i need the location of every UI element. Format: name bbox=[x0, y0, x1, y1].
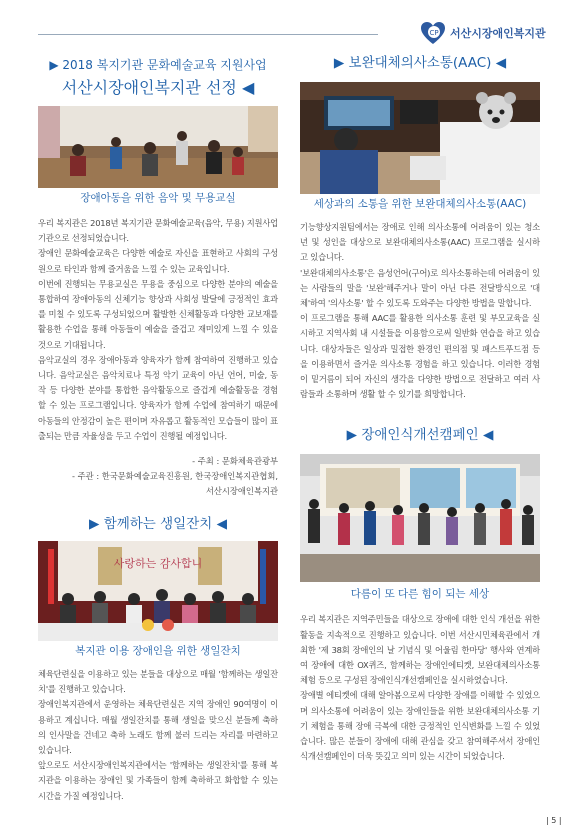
article-body-campaign bbox=[300, 612, 540, 764]
header-rule bbox=[38, 34, 378, 35]
photo-music-dance-class bbox=[38, 106, 278, 188]
paragraph: 장애별 에티켓에 대해 알아봄으로써 다양한 장애를 이해할 수 있었으며 의사소통에 어려움이 있는 장애인들을 위한 보완대체의사소통 기기 체험을 통해 장애 극복에 대한 긍정적인 인식변화를 느낄 수 있었습니다. 많은 분들이 장애에 대해 관심을 갖고 참여해주셔서 장애인식개선캠페인이 더욱 뜻깊고 의미 있는 시간이 되었습니다. bbox=[300, 690, 540, 762]
paragraph: 우리 복지관은 2018년 복지기관 문화예술교육(음악, 무용) 지원사업 기관으로 선정되었습니다. bbox=[38, 218, 278, 244]
paragraph: 우리 복지관은 지역주민들을 대상으로 장애에 대한 인식 개선을 위한 활동을 지속적으로 진행하고 있습니다. 이번 서산시민체육관에서 개최한 '제 38회 장애인의 날 기념식 및 어울림 한마당' 행사와 연계하여 장애에 대한 OX퀴즈, 함께하는 장애인에티켓, 보완대체의사소통 체험 등으로 구성된 장애인식개선캠페인을 실시하였습니다. bbox=[300, 614, 540, 686]
photo-caption-aac: 세상과의 소통을 위한 보완대체의사소통(AAC) bbox=[313, 198, 527, 210]
svg-text:사랑하는 감사합니: 사랑하는 감사합니 bbox=[113, 557, 203, 571]
heart-logo-icon bbox=[420, 20, 446, 46]
note-host: - 주최 : 문화체육관광부 bbox=[192, 456, 278, 467]
paragraph: '보완대체의사소통'은 음성언어(구어)로 의사소통하는데 어려움이 있는 사람들의 말을 '보완'해주거나 말이 아닌 다른 전달방식으로 '대체'하여 '의사소통' 할 수 있도록 도와주는 다양한 방법을 말합니다. bbox=[300, 267, 540, 309]
article-body-aac bbox=[300, 220, 540, 402]
section-heading-campaign: ▶ 장애인식개선캠페인 ◀ bbox=[346, 427, 494, 444]
note-organizer: - 주관 : 한국문화예술교육진흥원, 한국장애인복지관협회, bbox=[72, 471, 278, 482]
paragraph: 이번에 진행되는 무용교실은 무용을 중심으로 다양한 분야의 예술을 통합하여 장애아동의 신체기능 향상과 사회성 발달에 긍정적인 효과를 미칠 수 있도록 구성되었으며 활발한 신체활동과 다양한 교보재를 활용한 수업을 통해 아동들이 예술을 즐겁고 재미있게 느낄 수 있을 것으로 기대됩니다. bbox=[38, 278, 278, 350]
paragraph: 체육단련실을 이용하고 있는 분들을 대상으로 매월 '함께하는 생일잔치'를 진행하고 있습니다. bbox=[38, 669, 278, 695]
svg-text:CP: CP bbox=[429, 29, 439, 37]
left-column bbox=[38, 50, 278, 804]
section-heading-program: ▶ 2018 복지기관 문화예술교육 지원사업 bbox=[49, 58, 267, 72]
paragraph: 기능향상지원팀에서는 장애로 인해 의사소통에 어려움이 있는 청소년 및 성인을 대상으로 보완대체의사소통(AAC) 프로그램을 실시하고 있습니다. bbox=[300, 222, 540, 263]
logo-text: 서산시장애인복지관 bbox=[450, 27, 546, 40]
photo-caption-campaign: 다름이 또 다른 힘이 되는 세상 bbox=[350, 588, 490, 601]
paragraph: 이 프로그램을 통해 AAC를 활용한 의사소통 훈련 및 부모교육을 실시하고 지역사회 내 시설들을 이용함으로써 일반화 연습을 하고 있습니다. 대상자들은 일상과 밀접한 환경인 편의점 및 패스트푸드점 등을 이용하면서 즐거운 의사소통 경험을 하고 있습니다. 이러한 경험이 밑거름이 되어 자신의 생각을 다양한 방법으로 전달하고 여러 사람들과 소통하며 생활 할 수 있기를 희망합니다. bbox=[300, 313, 540, 400]
sponsor-notes bbox=[38, 454, 278, 499]
paragraph: 음악교실의 경우 장애아동과 양육자가 함께 참여하여 진행하고 있습니다. 음악교실은 음악치료나 특정 악기 교육이 아닌 언어, 미술, 동작 등 다양한 분야를 통합한 음악활동으로 즐겁게 예술활동을 경험 할 수 있는 프로그램입니다. 양육자가 함께 수업에 참여하기 때문에 아동들의 안정감이 높은 편이며 자유롭고 활동적인 모습들이 많이 표출되는 만큼 자율성을 두고 수업이 진행될 예정입니다. bbox=[38, 354, 278, 441]
page-number: | 5 | bbox=[546, 816, 562, 825]
section-heading-aac: ▶ 보완대체의사소통(AAC) ◀ bbox=[333, 55, 507, 71]
photo-birthday-party bbox=[38, 541, 278, 641]
section-heading-selected: 서산시장애인복지관 선정 ◀ bbox=[61, 78, 255, 97]
photo-caption-birthday: 복지관 이용 장애인을 위한 생일잔치 bbox=[75, 645, 241, 658]
article-body-birthday bbox=[38, 667, 278, 804]
photo-awareness-campaign bbox=[300, 454, 540, 582]
section-heading-birthday: ▶ 함께하는 생일잔치 ◀ bbox=[89, 516, 227, 533]
organization-logo bbox=[420, 20, 546, 46]
article-body-culture-program bbox=[38, 216, 278, 444]
paragraph: 장애인 문화예술교육은 다양한 예술로 자신을 표현하고 사회의 구성원으로 타인과 함께 즐거움을 느낄 수 있는 교육입니다. bbox=[38, 248, 278, 274]
paragraph: 장애인복지관에서 운영하는 체육단련실은 지역 장애인 90여명이 이용하고 계십니다. 매월 생일잔치를 통해 생일을 맞으신 분들께 축하의 인사말을 건네고 축하 노래도 함께 불러 드리는 자리를 마련하고 있습니다. bbox=[38, 699, 278, 756]
paragraph: 앞으로도 서산시장애인복지관에서는 '함께하는 생일잔치'를 통해 복지관을 이용하는 장애인 및 가족들이 함께 축하하고 화합할 수 있는 시간을 가질 예정입니다. bbox=[38, 760, 278, 801]
note-organizer-cont: 서산시장애인복지관 bbox=[205, 486, 278, 497]
right-column bbox=[300, 50, 540, 764]
photo-caption-music-dance: 장애아동을 위한 음악 및 무용교실 bbox=[80, 192, 236, 204]
photo-aac-store bbox=[300, 82, 540, 194]
